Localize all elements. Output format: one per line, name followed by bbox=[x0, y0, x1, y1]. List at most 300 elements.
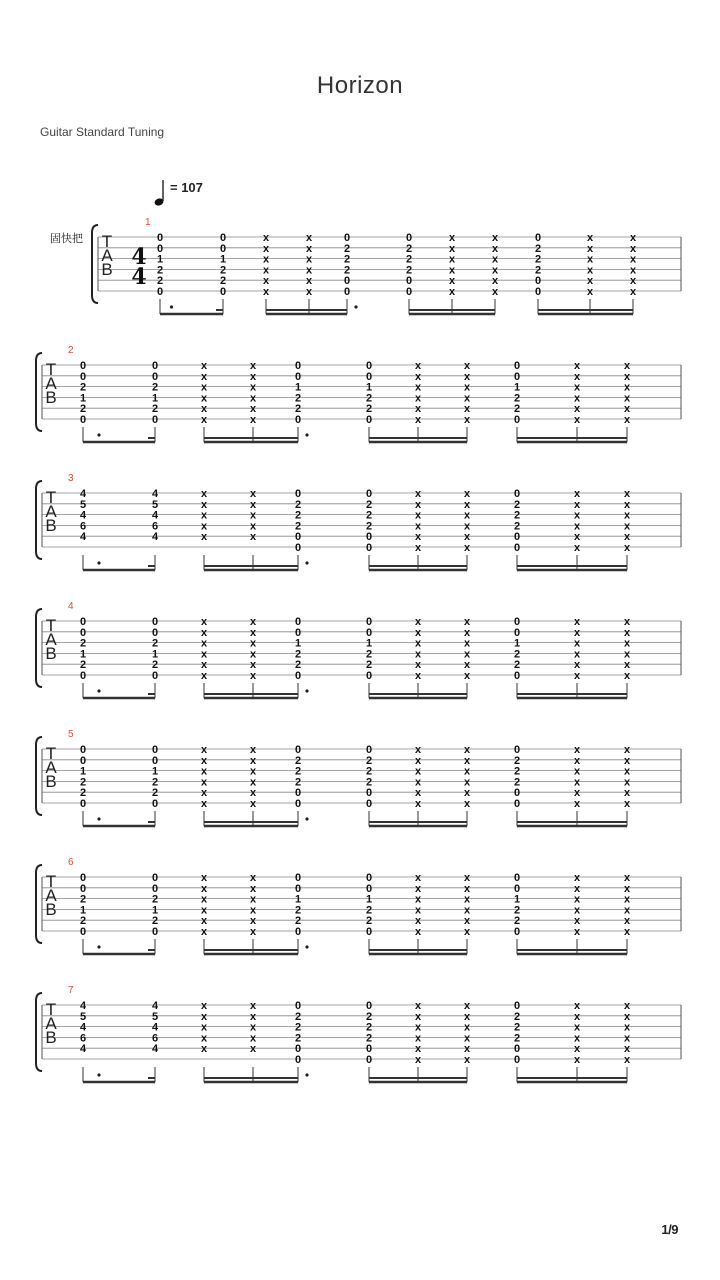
fret-number: x bbox=[200, 1010, 208, 1023]
fret-number: x bbox=[414, 542, 422, 554]
fret-number: x bbox=[463, 1054, 471, 1066]
fret-number: x bbox=[463, 509, 471, 522]
fret-number: 0 bbox=[365, 926, 373, 938]
fret-number: 2 bbox=[365, 648, 373, 661]
fret-number: 0 bbox=[365, 531, 373, 544]
tab-system bbox=[36, 985, 681, 1082]
fret-number: x bbox=[629, 253, 637, 266]
fret-number: x bbox=[463, 765, 471, 778]
fret-number: x bbox=[623, 754, 631, 767]
fret-number: 0 bbox=[219, 242, 227, 255]
fret-number: x bbox=[573, 616, 581, 628]
tab-clef-letter: T bbox=[45, 872, 57, 891]
fret-number: 2 bbox=[79, 893, 87, 906]
fret-number: x bbox=[200, 648, 208, 661]
fret-number: x bbox=[463, 626, 471, 639]
fret-number: x bbox=[262, 286, 270, 298]
measure-number: 6 bbox=[68, 857, 74, 868]
fret-number: 0 bbox=[365, 882, 373, 895]
fret-number: 2 bbox=[294, 754, 302, 767]
fret-number: 2 bbox=[151, 893, 159, 906]
fret-number: 2 bbox=[151, 637, 159, 650]
fret-number: x bbox=[200, 893, 208, 906]
fret-number: x bbox=[249, 1021, 257, 1034]
system-bracket bbox=[36, 737, 42, 815]
fret-number: x bbox=[249, 648, 257, 661]
fret-number: 0 bbox=[343, 232, 351, 244]
fret-number: 0 bbox=[513, 414, 521, 426]
fret-number: x bbox=[200, 926, 208, 938]
fret-number: x bbox=[249, 637, 257, 650]
fret-number: 0 bbox=[513, 798, 521, 810]
fret-number: x bbox=[623, 637, 631, 650]
system-bracket bbox=[36, 609, 42, 687]
fret-number: x bbox=[573, 1021, 581, 1034]
fret-number: 2 bbox=[294, 1032, 302, 1045]
fret-number: x bbox=[573, 403, 581, 416]
fret-number: 4 bbox=[151, 1043, 159, 1056]
fret-number: x bbox=[448, 286, 456, 298]
fret-number: 0 bbox=[294, 370, 302, 383]
fret-number: x bbox=[414, 648, 422, 661]
fret-number: x bbox=[463, 1000, 471, 1012]
fret-number: x bbox=[573, 381, 581, 394]
fret-number: 2 bbox=[294, 659, 302, 672]
fret-number: 5 bbox=[151, 498, 159, 511]
fret-number: 0 bbox=[365, 626, 373, 639]
fret-number: 0 bbox=[513, 787, 521, 800]
tab-clef-letter: T bbox=[45, 616, 57, 635]
fret-number: x bbox=[262, 264, 270, 277]
fret-number: 0 bbox=[294, 1054, 302, 1066]
fret-number: x bbox=[200, 488, 208, 500]
fret-number: x bbox=[573, 872, 581, 884]
fret-number: x bbox=[463, 872, 471, 884]
fret-number: 2 bbox=[151, 776, 159, 789]
fret-number: x bbox=[629, 264, 637, 277]
fret-number: 0 bbox=[151, 626, 159, 639]
fret-number: 0 bbox=[365, 872, 373, 884]
fret-number: x bbox=[414, 414, 422, 426]
fret-number: x bbox=[249, 381, 257, 394]
fret-number: 2 bbox=[343, 242, 351, 255]
fret-number: x bbox=[623, 1032, 631, 1045]
fret-number: 2 bbox=[365, 1021, 373, 1034]
fret-number: x bbox=[573, 531, 581, 544]
fret-number: x bbox=[414, 670, 422, 682]
fret-number: x bbox=[463, 520, 471, 533]
fret-number: x bbox=[573, 744, 581, 756]
fret-number: 0 bbox=[294, 926, 302, 938]
fret-number: 0 bbox=[513, 1054, 521, 1066]
fret-number: x bbox=[249, 776, 257, 789]
fret-number: x bbox=[249, 1032, 257, 1045]
fret-number: x bbox=[463, 1032, 471, 1045]
fret-number: x bbox=[573, 509, 581, 522]
fret-number: 0 bbox=[294, 1043, 302, 1056]
rhythm-dot bbox=[354, 305, 357, 308]
fret-number: 2 bbox=[79, 403, 87, 416]
fret-number: x bbox=[573, 765, 581, 778]
fret-number: x bbox=[249, 488, 257, 500]
fret-number: x bbox=[463, 1021, 471, 1034]
fret-number: 2 bbox=[513, 403, 521, 416]
fret-number: x bbox=[414, 872, 422, 884]
tab-clef-letter: T bbox=[45, 744, 57, 763]
fret-number: x bbox=[200, 360, 208, 372]
fret-number: 0 bbox=[513, 872, 521, 884]
fret-number: x bbox=[200, 531, 208, 544]
fret-number: x bbox=[200, 370, 208, 383]
fret-number: x bbox=[463, 637, 471, 650]
fret-number: 0 bbox=[365, 1054, 373, 1066]
fret-number: x bbox=[200, 498, 208, 511]
fret-number: x bbox=[463, 798, 471, 810]
fret-number: x bbox=[249, 744, 257, 756]
fret-number: x bbox=[414, 1021, 422, 1034]
fret-number: 1 bbox=[151, 392, 159, 405]
fret-number: x bbox=[414, 403, 422, 416]
fret-number: x bbox=[463, 381, 471, 394]
fret-number: x bbox=[414, 787, 422, 800]
fret-number: 2 bbox=[294, 403, 302, 416]
fret-number: 1 bbox=[294, 893, 302, 906]
fret-number: 1 bbox=[79, 904, 87, 917]
tempo-marking: = 107 bbox=[170, 180, 203, 195]
fret-number: x bbox=[249, 392, 257, 405]
fret-number: 4 bbox=[79, 509, 87, 522]
fret-number: x bbox=[573, 670, 581, 682]
fret-number: 0 bbox=[294, 882, 302, 895]
fret-number: x bbox=[573, 360, 581, 372]
fret-number: x bbox=[200, 403, 208, 416]
fret-number: 2 bbox=[365, 765, 373, 778]
measure-number: 1 bbox=[145, 217, 151, 228]
fret-number: 0 bbox=[151, 670, 159, 682]
fret-number: x bbox=[573, 1054, 581, 1066]
fret-number: x bbox=[305, 286, 313, 298]
fret-number: 0 bbox=[294, 360, 302, 372]
fret-number: x bbox=[491, 286, 499, 298]
rhythm-dot bbox=[305, 561, 308, 564]
fret-number: x bbox=[623, 1021, 631, 1034]
fret-number: 2 bbox=[513, 648, 521, 661]
fret-number: 2 bbox=[365, 1010, 373, 1023]
fret-number: 2 bbox=[513, 765, 521, 778]
fret-number: 0 bbox=[151, 926, 159, 938]
fret-number: x bbox=[249, 798, 257, 810]
fret-number: x bbox=[200, 798, 208, 810]
fret-number: x bbox=[629, 242, 637, 255]
fret-number: x bbox=[623, 392, 631, 405]
fret-number: x bbox=[200, 744, 208, 756]
tab-clef-letter: B bbox=[45, 516, 57, 535]
fret-number: x bbox=[491, 275, 499, 288]
fret-number: 2 bbox=[513, 520, 521, 533]
fret-number: x bbox=[414, 1010, 422, 1023]
fret-number: x bbox=[623, 616, 631, 628]
fret-number: 4 bbox=[79, 1021, 87, 1034]
fret-number: x bbox=[623, 798, 631, 810]
fret-number: 1 bbox=[513, 381, 521, 394]
fret-number: x bbox=[463, 392, 471, 405]
tuning-label: Guitar Standard Tuning bbox=[40, 125, 165, 139]
fret-number: x bbox=[573, 1032, 581, 1045]
fret-number: 5 bbox=[151, 1010, 159, 1023]
fret-number: x bbox=[414, 1054, 422, 1066]
fret-number: x bbox=[463, 776, 471, 789]
fret-number: x bbox=[200, 754, 208, 767]
fret-number: x bbox=[623, 531, 631, 544]
fret-number: 0 bbox=[513, 531, 521, 544]
fret-number: 2 bbox=[151, 787, 159, 800]
fret-number: 0 bbox=[513, 670, 521, 682]
fret-number: x bbox=[623, 776, 631, 789]
tab-clef-letter: A bbox=[101, 246, 113, 265]
fret-number: x bbox=[573, 787, 581, 800]
fret-number: x bbox=[629, 275, 637, 288]
fret-number: x bbox=[573, 1043, 581, 1056]
fret-number: 2 bbox=[365, 509, 373, 522]
fret-number: 6 bbox=[151, 520, 159, 533]
fret-number: 2 bbox=[294, 915, 302, 928]
fret-number: x bbox=[463, 754, 471, 767]
fret-number: x bbox=[573, 659, 581, 672]
fret-number: 4 bbox=[151, 531, 159, 544]
tab-clef-letter: B bbox=[101, 260, 113, 279]
fret-number: x bbox=[200, 882, 208, 895]
fret-number: x bbox=[623, 893, 631, 906]
fret-number: x bbox=[414, 765, 422, 778]
tab-clef-letter: A bbox=[45, 630, 57, 649]
tab-clef-letter: T bbox=[45, 488, 57, 507]
fret-number: x bbox=[586, 242, 594, 255]
fret-number: x bbox=[249, 926, 257, 938]
fret-number: 0 bbox=[151, 882, 159, 895]
fret-number: x bbox=[414, 360, 422, 372]
fret-number: x bbox=[262, 275, 270, 288]
fret-number: x bbox=[586, 286, 594, 298]
quarter-note-icon bbox=[154, 180, 165, 207]
fret-number: 1 bbox=[219, 253, 227, 266]
fret-number: x bbox=[414, 882, 422, 895]
fret-number: 1 bbox=[513, 893, 521, 906]
fret-number: x bbox=[463, 616, 471, 628]
fret-number: x bbox=[448, 253, 456, 266]
fret-number: 2 bbox=[365, 498, 373, 511]
fret-number: 0 bbox=[79, 754, 87, 767]
fret-number: 2 bbox=[365, 659, 373, 672]
fret-number: 1 bbox=[294, 381, 302, 394]
tab-system bbox=[36, 729, 681, 826]
fret-number: x bbox=[414, 1032, 422, 1045]
page-number: 1/9 bbox=[661, 1222, 678, 1237]
fret-number: x bbox=[623, 659, 631, 672]
fret-number: x bbox=[463, 542, 471, 554]
fret-number: x bbox=[463, 360, 471, 372]
fret-number: x bbox=[623, 520, 631, 533]
fret-number: x bbox=[573, 648, 581, 661]
fret-number: 2 bbox=[513, 509, 521, 522]
fret-number: 0 bbox=[156, 286, 164, 298]
fret-number: x bbox=[249, 616, 257, 628]
fret-number: x bbox=[463, 670, 471, 682]
fret-number: 6 bbox=[79, 520, 87, 533]
fret-number: x bbox=[249, 872, 257, 884]
fret-number: x bbox=[249, 626, 257, 639]
fret-number: x bbox=[200, 776, 208, 789]
fret-number: x bbox=[573, 488, 581, 500]
fret-number: 0 bbox=[79, 360, 87, 372]
time-signature-bottom: 4 bbox=[131, 264, 147, 290]
fret-number: x bbox=[249, 403, 257, 416]
fret-number: 2 bbox=[343, 253, 351, 266]
fret-number: 0 bbox=[151, 798, 159, 810]
fret-number: 2 bbox=[79, 776, 87, 789]
fret-number: 1 bbox=[151, 648, 159, 661]
fret-number: 2 bbox=[513, 498, 521, 511]
measure-number: 4 bbox=[68, 601, 74, 612]
fret-number: 4 bbox=[151, 509, 159, 522]
fret-number: x bbox=[573, 637, 581, 650]
fret-number: 0 bbox=[365, 1043, 373, 1056]
fret-number: 1 bbox=[513, 637, 521, 650]
fret-number: x bbox=[249, 787, 257, 800]
fret-number: x bbox=[623, 403, 631, 416]
tab-clef-letter: A bbox=[45, 374, 57, 393]
fret-number: x bbox=[573, 498, 581, 511]
fret-number: x bbox=[623, 370, 631, 383]
fret-number: x bbox=[249, 414, 257, 426]
tab-clef-letter: T bbox=[45, 360, 57, 379]
fret-number: x bbox=[200, 915, 208, 928]
fret-number: 0 bbox=[365, 744, 373, 756]
fret-number: 0 bbox=[343, 275, 351, 288]
fret-number: x bbox=[414, 1043, 422, 1056]
fret-number: 2 bbox=[294, 392, 302, 405]
fret-number: 0 bbox=[365, 360, 373, 372]
fret-number: 2 bbox=[365, 915, 373, 928]
fret-number: x bbox=[573, 1010, 581, 1023]
fret-number: x bbox=[249, 659, 257, 672]
fret-number: 0 bbox=[513, 488, 521, 500]
fret-number: x bbox=[448, 275, 456, 288]
fret-number: 0 bbox=[405, 232, 413, 244]
fret-number: 0 bbox=[513, 882, 521, 895]
fret-number: x bbox=[623, 498, 631, 511]
fret-number: 2 bbox=[294, 520, 302, 533]
fret-number: x bbox=[463, 648, 471, 661]
fret-number: 2 bbox=[365, 403, 373, 416]
fret-number: x bbox=[249, 670, 257, 682]
fret-number: x bbox=[414, 370, 422, 383]
fret-number: 2 bbox=[343, 264, 351, 277]
fret-number: x bbox=[448, 242, 456, 255]
fret-number: x bbox=[414, 616, 422, 628]
fret-number: x bbox=[305, 253, 313, 266]
fret-number: x bbox=[623, 744, 631, 756]
fret-number: x bbox=[249, 765, 257, 778]
fret-number: x bbox=[623, 765, 631, 778]
tab-clef-letter: T bbox=[101, 232, 113, 251]
fret-number: 0 bbox=[513, 626, 521, 639]
fret-number: x bbox=[249, 893, 257, 906]
fret-number: 2 bbox=[79, 637, 87, 650]
rhythm-dot bbox=[97, 817, 100, 820]
fret-number: x bbox=[463, 882, 471, 895]
fret-number: x bbox=[305, 242, 313, 255]
fret-number: x bbox=[623, 1010, 631, 1023]
fret-number: x bbox=[463, 1043, 471, 1056]
fret-number: 0 bbox=[79, 626, 87, 639]
fret-number: x bbox=[623, 626, 631, 639]
tab-clef-letter: B bbox=[45, 388, 57, 407]
fret-number: x bbox=[200, 509, 208, 522]
fret-number: x bbox=[414, 776, 422, 789]
fret-number: 0 bbox=[79, 414, 87, 426]
fret-number: x bbox=[573, 754, 581, 767]
fret-number: x bbox=[414, 754, 422, 767]
fret-number: x bbox=[414, 520, 422, 533]
fret-number: 0 bbox=[151, 616, 159, 628]
rhythm-dot bbox=[97, 561, 100, 564]
measure-number: 3 bbox=[68, 473, 74, 484]
tab-system bbox=[36, 473, 681, 570]
fret-number: x bbox=[262, 253, 270, 266]
fret-number: 0 bbox=[513, 370, 521, 383]
fret-number: x bbox=[573, 776, 581, 789]
system-bracket bbox=[36, 865, 42, 943]
fret-number: x bbox=[463, 926, 471, 938]
fret-number: 0 bbox=[79, 926, 87, 938]
fret-number: 4 bbox=[151, 1021, 159, 1034]
system-bracket bbox=[36, 481, 42, 559]
fret-number: 2 bbox=[294, 765, 302, 778]
fret-number: 2 bbox=[79, 381, 87, 394]
fret-number: 0 bbox=[156, 232, 164, 244]
fret-number: 0 bbox=[294, 488, 302, 500]
fret-number: 0 bbox=[294, 670, 302, 682]
fret-number: 1 bbox=[365, 893, 373, 906]
fret-number: x bbox=[623, 414, 631, 426]
rhythm-dot bbox=[305, 817, 308, 820]
fret-number: x bbox=[414, 798, 422, 810]
fret-number: x bbox=[414, 392, 422, 405]
fret-number: 2 bbox=[151, 659, 159, 672]
fret-number: x bbox=[200, 392, 208, 405]
fret-number: 2 bbox=[513, 1021, 521, 1034]
fret-number: 0 bbox=[79, 798, 87, 810]
measure-number: 2 bbox=[68, 345, 74, 356]
score-title: Horizon bbox=[316, 72, 404, 99]
system-bracket bbox=[36, 993, 42, 1071]
fret-number: 2 bbox=[365, 392, 373, 405]
fret-number: x bbox=[200, 520, 208, 533]
rhythm-dot bbox=[97, 1073, 100, 1076]
fret-number: 0 bbox=[513, 744, 521, 756]
fret-number: 5 bbox=[79, 1010, 87, 1023]
fret-number: 0 bbox=[365, 787, 373, 800]
fret-number: x bbox=[249, 360, 257, 372]
fret-number: x bbox=[463, 1010, 471, 1023]
fret-number: 0 bbox=[294, 531, 302, 544]
fret-number: 4 bbox=[79, 1043, 87, 1056]
fret-number: x bbox=[586, 232, 594, 244]
fret-number: 2 bbox=[294, 498, 302, 511]
fret-number: x bbox=[463, 904, 471, 917]
fret-number: 1 bbox=[151, 765, 159, 778]
fret-number: x bbox=[586, 264, 594, 277]
